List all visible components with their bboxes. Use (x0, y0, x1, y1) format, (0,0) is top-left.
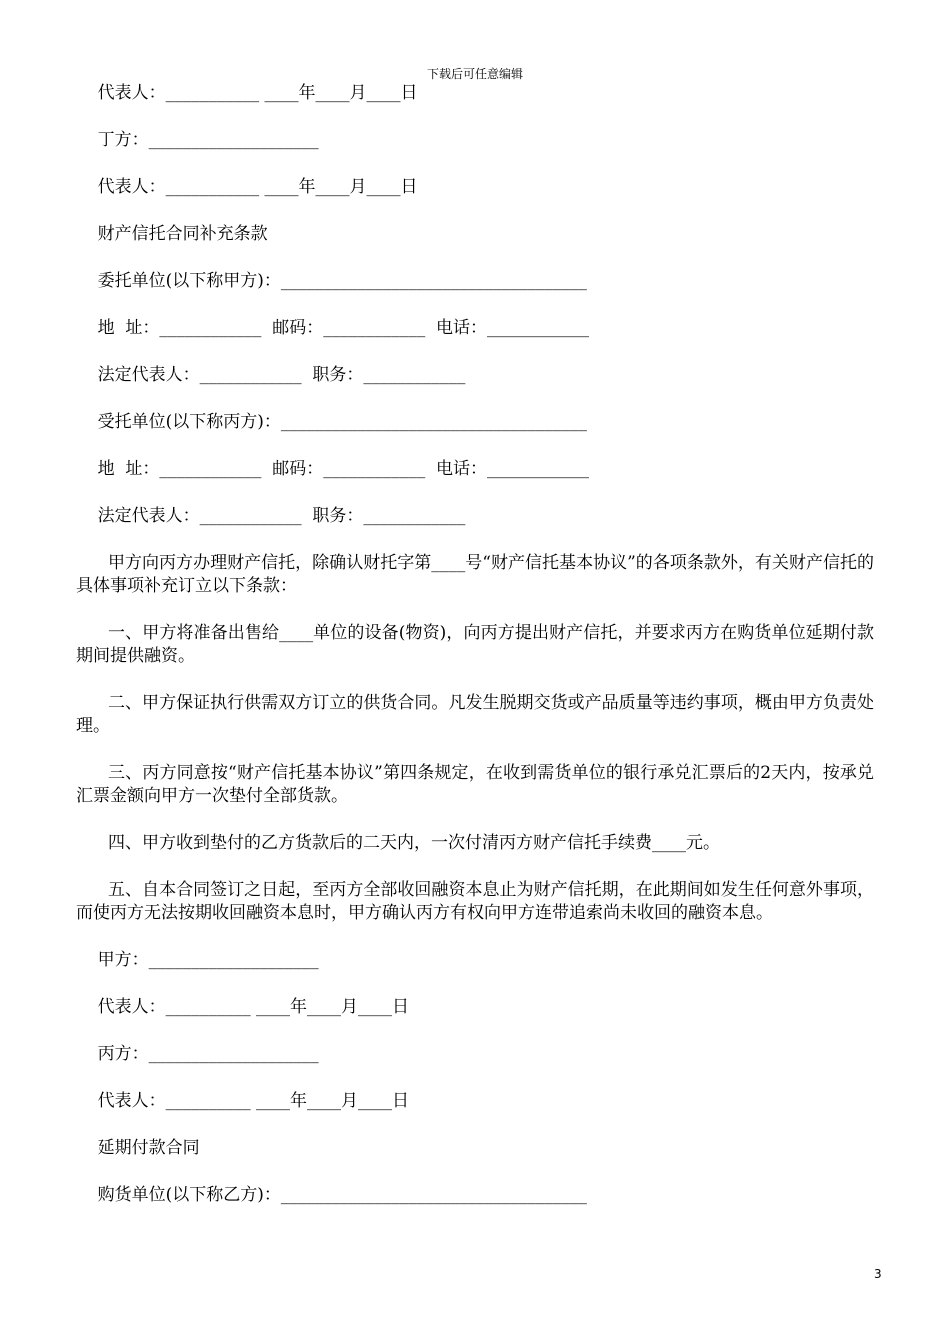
entrusting-party-line: 委托单位(以下称甲方)：____________________________________ (76, 271, 587, 291)
clause-2: 二、甲方保证执行供需双方订立的供货合同。凡发生脱期交货或产品质量等违约事项，概由甲方负责处理。 (76, 693, 874, 736)
section-title: 财产信托合同补充条款 (76, 224, 268, 244)
representative-line: 代表人：___________ ____年____月____日 (76, 177, 418, 197)
page-header-note: 下载后可任意编辑 (426, 67, 523, 81)
legal-representative-line: 法定代表人：____________ 职务：____________ (76, 506, 466, 526)
clause-3: 三、丙方同意按“财产信托基本协议”第四条规定，在收到需货单位的银行承兑汇票后的2天内，按承兑汇票金额向甲方一次垫付全部货款。 (76, 763, 874, 806)
clause-5: 五、自本合同签订之日起，至丙方全部收回融资本息止为财产信托期，在此期间如发生任何意外事项，而使丙方无法按期收回融资本息时，甲方确认丙方有权向甲方连带追索尚未收回的融资本息。 (76, 880, 874, 923)
representative-line: 代表人：__________ ____年____月____日 (76, 1091, 410, 1111)
legal-representative-line: 法定代表人：____________ 职务：____________ (76, 365, 466, 385)
party-ding-line: 丁方：____________________ (76, 130, 319, 150)
document-body (76, 82, 874, 1231)
trustee-party-line: 受托单位(以下称丙方)：____________________________________ (76, 412, 587, 432)
party-jia-signature-line: 甲方：____________________ (76, 950, 319, 970)
representative-line: 代表人：__________ ____年____月____日 (76, 997, 410, 1017)
clause-4: 四、甲方收到垫付的乙方货款后的二天内，一次付清丙方财产信托手续费____元。 (108, 833, 720, 853)
clause-intro: 甲方向丙方办理财产信托，除确认财托字第____号“财产信托基本协议”的各项条款外，有关财产信托的具体事项补充订立以下条款： (76, 553, 874, 596)
purchasing-party-line: 购货单位(以下称乙方)：____________________________________ (76, 1185, 587, 1205)
representative-line: 代表人：___________ ____年____月____日 (76, 83, 418, 103)
address-line: 地 址：____________ 邮码：____________ 电话：____________ (76, 318, 590, 338)
section-title: 延期付款合同 (76, 1138, 200, 1158)
page-number: 3 (874, 1267, 882, 1281)
party-bing-signature-line: 丙方：____________________ (76, 1044, 319, 1064)
address-line: 地 址：____________ 邮码：____________ 电话：____________ (76, 459, 590, 479)
clause-1: 一、甲方将准备出售给____单位的设备(物资)，向丙方提出财产信托，并要求丙方在购货单位延期付款期间提供融资。 (76, 623, 874, 666)
